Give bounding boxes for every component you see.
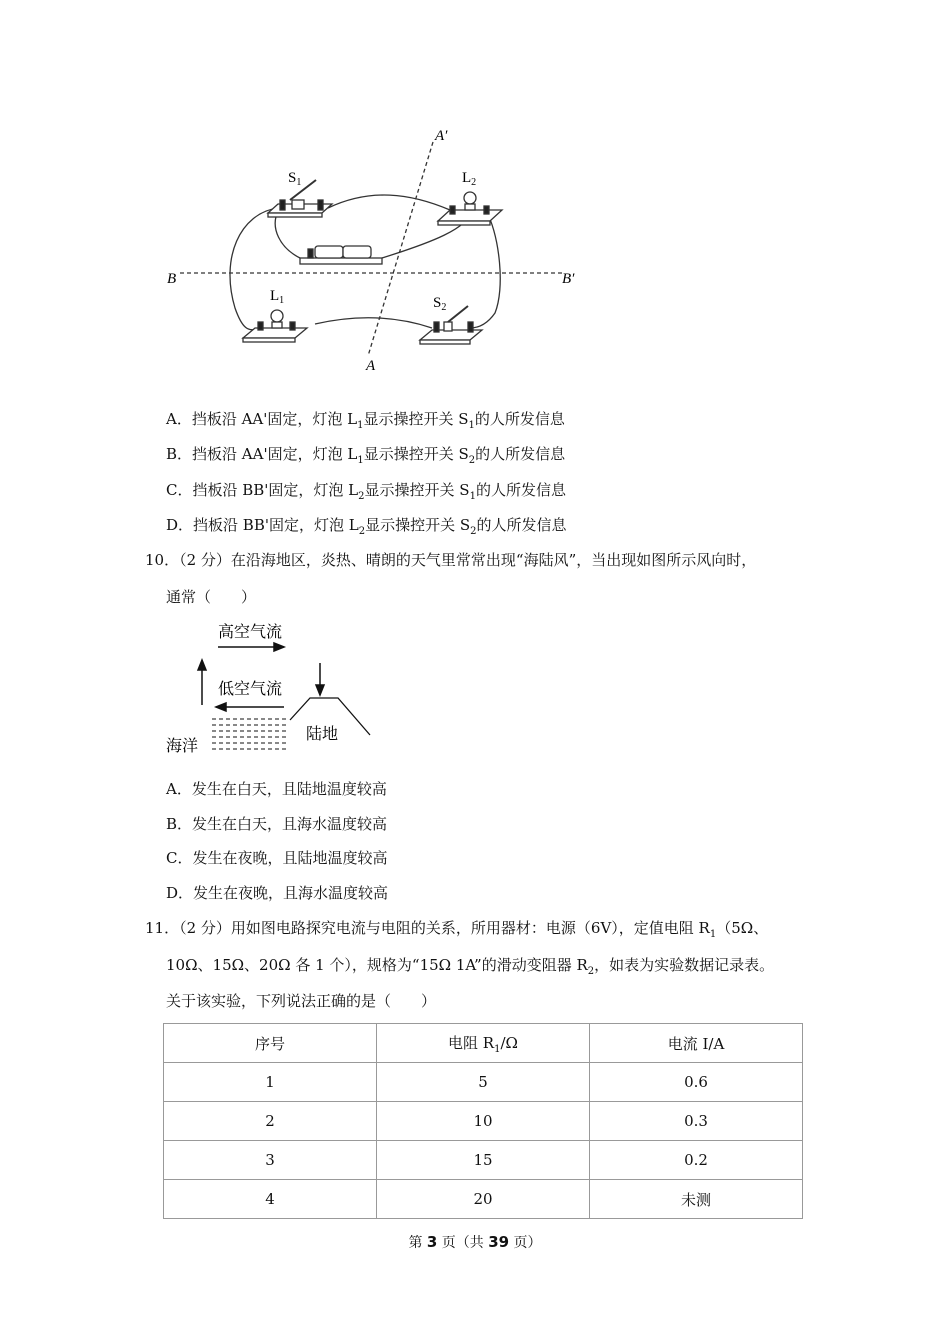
low-air-label: 低空气流 (218, 679, 283, 698)
cell-resistance: 15 (377, 1141, 590, 1180)
cell-current: 0.6 (590, 1063, 803, 1102)
circuit-figure (150, 118, 600, 378)
label-b-prime: B′ (562, 271, 575, 287)
q10-option-c: C．发生在夜晚，且陆地温度较高 (166, 849, 388, 867)
page-total: 39 (488, 1233, 510, 1251)
cell-resistance: 10 (377, 1102, 590, 1141)
cell-index: 2 (164, 1102, 377, 1141)
sea-land-breeze-figure (160, 615, 380, 760)
q11-stem-line3: 关于该实验，下列说法正确的是（ ） (166, 992, 437, 1010)
label-s2: $S_2$ (433, 295, 447, 313)
label-b: B (167, 271, 177, 287)
table-row (164, 1063, 803, 1102)
table-row (164, 1141, 803, 1180)
q9-option-d: D．挡板沿 BB'固定，灯泡 $L_2$显示操控开关 $S_2$的人所发信息 (166, 516, 567, 537)
cell-index: 4 (164, 1180, 377, 1219)
table-row (164, 1102, 803, 1141)
header-index: 序号 (164, 1024, 377, 1063)
cell-resistance: 20 (377, 1180, 590, 1219)
table-row (164, 1180, 803, 1219)
q11-stem-line2: 10Ω、15Ω、20Ω 各 1 个），规格为“15Ω 1A”的滑动变阻器 $R_2$，如表为实验数据记录表。 (166, 956, 775, 977)
page-footer: 第 3 页（共 39 页） (408, 1233, 542, 1251)
header-resistance: 电阻 $R_1/\Omega$ (377, 1024, 590, 1063)
q10-stem-line2: 通常（ ） (166, 588, 257, 606)
cell-current: 0.3 (590, 1102, 803, 1141)
land-label: 陆地 (306, 724, 339, 743)
label-a-prime: A′ (435, 128, 448, 144)
cell-index: 3 (164, 1141, 377, 1180)
q9-option-c: C．挡板沿 BB'固定，灯泡 $L_2$显示操控开关 $S_1$的人所发信息 (166, 481, 566, 502)
cell-current: 未测 (590, 1180, 803, 1219)
q10-option-b: B．发生在白天，且海水温度较高 (166, 815, 388, 833)
q9-option-a: A．挡板沿 AA'固定，灯泡 $L_1$显示操控开关 $S_1$的人所发信息 (166, 410, 565, 431)
high-air-label: 高空气流 (218, 622, 283, 641)
q9-option-b: B．挡板沿 AA'固定，灯泡 $L_1$显示操控开关 $S_2$的人所发信息 (166, 445, 566, 466)
data-table (163, 1023, 803, 1219)
cell-resistance: 5 (377, 1063, 590, 1102)
q10-option-a: A．发生在白天，且陆地温度较高 (166, 780, 387, 798)
label-l1: $L_1$ (270, 288, 285, 306)
header-current: 电流 I/A (590, 1024, 803, 1063)
label-a: A (366, 358, 376, 374)
q10-stem-line1: 10．（2 分）在沿海地区，炎热、晴朗的天气里常常出现“海陆风”，当出现如图所示风向时， (145, 551, 757, 569)
q11-stem-line1: 11．（2 分）用如图电路探究电流与电阻的关系，所用器材：电源（6V），定值电阻 $R_1(5\Omega$、 (145, 919, 769, 940)
q10-option-d: D．发生在夜晚，且海水温度较高 (166, 884, 389, 902)
cell-current: 0.2 (590, 1141, 803, 1180)
table-header-row (164, 1024, 803, 1063)
label-l2: $L_2$ (462, 170, 477, 188)
page-number: 3 (426, 1233, 438, 1251)
label-s1: $S_1$ (288, 170, 302, 188)
cell-index: 1 (164, 1063, 377, 1102)
ocean-label: 海洋 (166, 736, 199, 755)
